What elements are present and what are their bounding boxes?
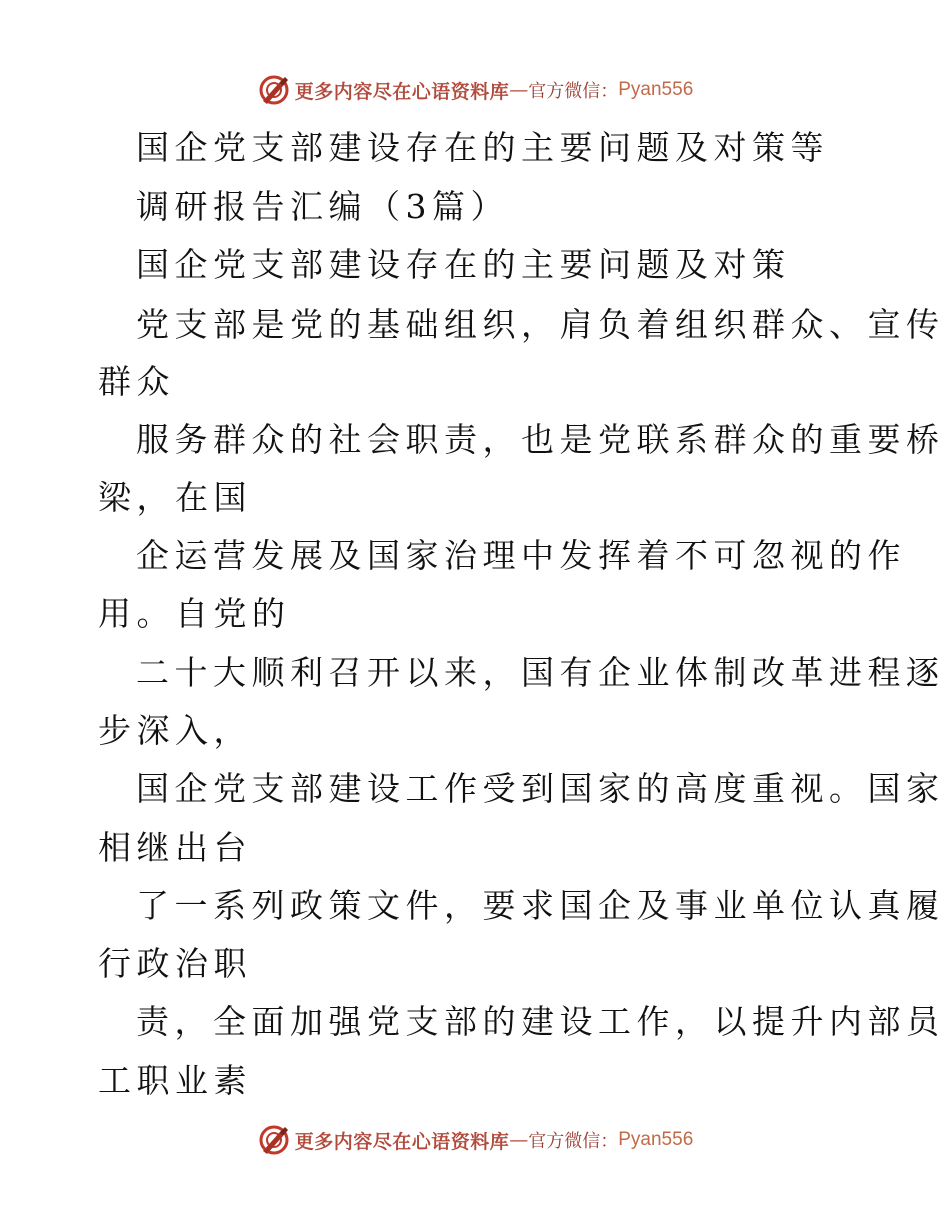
paragraph-line: 工职业素	[98, 1061, 252, 1100]
paragraph-line: 相继出台	[98, 828, 252, 867]
banner-title: 更多内容尽在心语资料库	[294, 1130, 510, 1153]
banner-wechat-label: 官方微信：	[528, 1131, 619, 1152]
pen-logo-icon	[257, 1123, 291, 1157]
paragraph-line: 行政治职	[98, 944, 252, 983]
paragraph-line: 二十大顺利召开以来，国有企业体制改革进程逐	[136, 653, 945, 692]
paragraph-line: 企运营发展及国家治理中发挥着不可忽视的作	[136, 536, 906, 575]
paragraph-line: 服务群众的社会职责，也是党联系群众的重要桥	[136, 420, 945, 459]
paragraph-line: 群众	[98, 362, 175, 401]
banner-wechat-id: Pyan556	[618, 79, 694, 100]
header-banner	[0, 70, 950, 110]
pen-logo-icon	[257, 73, 291, 107]
footer-banner	[0, 1120, 950, 1160]
banner-wechat-label: 官方微信：	[528, 81, 619, 102]
banner-title: 更多内容尽在心语资料库	[294, 80, 510, 103]
banner-dash: —	[509, 79, 529, 101]
paragraph-line: 党支部是党的基础组织，肩负着组织群众、宣传	[136, 305, 945, 344]
paragraph-line: 梁，在国	[98, 478, 252, 517]
paragraph-line: 责，全面加强党支部的建设工作，以提升内部员	[136, 1002, 945, 1041]
doc-title-line-2: 调研报告汇编（3篇）	[136, 187, 509, 226]
doc-title-line-1: 国企党支部建设存在的主要问题及对策等	[136, 128, 829, 167]
doc-heading: 国企党支部建设存在的主要问题及对策	[136, 245, 791, 284]
banner-dash: —	[509, 1129, 529, 1151]
paragraph-line: 了一系列政策文件，要求国企及事业单位认真履	[136, 886, 945, 925]
paragraph-line: 步深入，	[98, 711, 252, 750]
paragraph-line: 国企党支部建设工作受到国家的高度重视。国家	[136, 769, 945, 808]
banner-wechat-id: Pyan556	[618, 1129, 694, 1150]
paragraph-line: 用。自党的	[98, 594, 291, 633]
